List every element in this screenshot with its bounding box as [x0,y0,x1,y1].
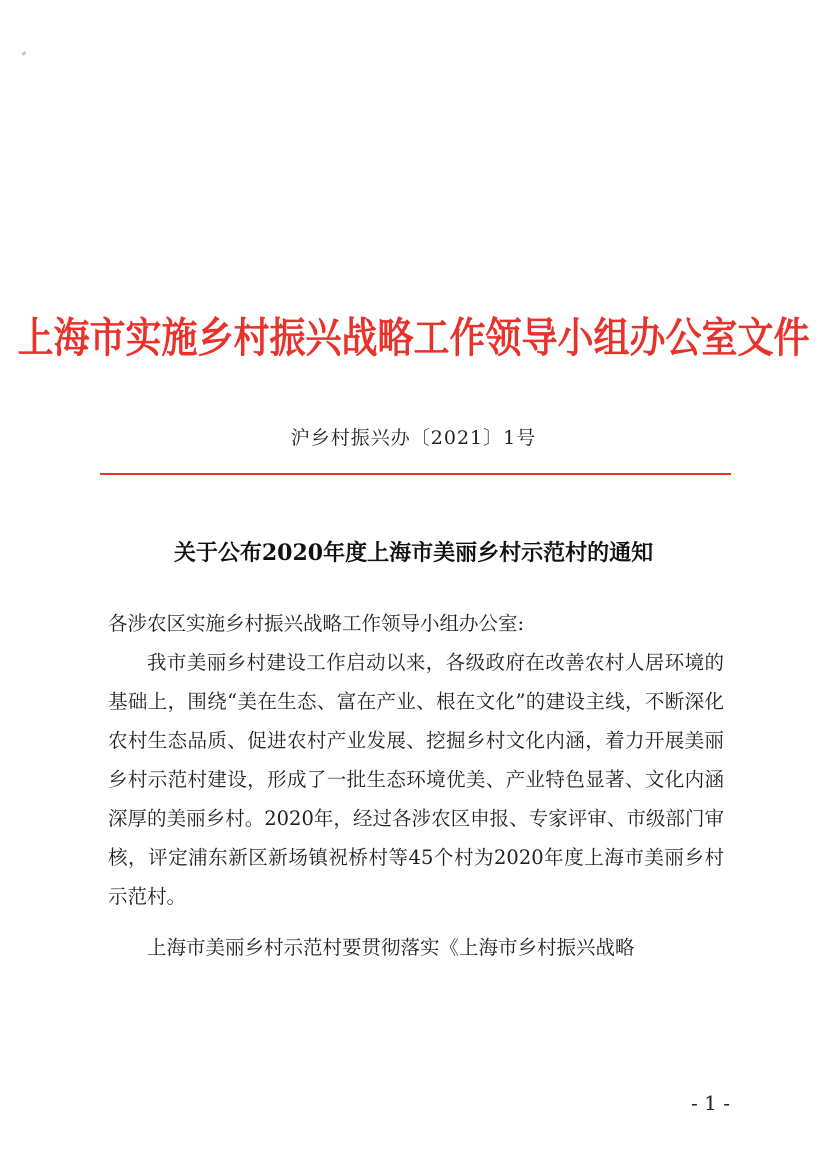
scan-artifact [22,51,27,56]
document-body [108,604,724,967]
page-number: - 1 - [691,1091,730,1115]
salutation: 各涉农区实施乡村振兴战略工作领导小组办公室: [108,612,525,635]
issuing-office-header: 上海市实施乡村振兴战略工作领导小组办公室文件 [17,313,810,363]
notice-title: 关于公布2020年度上海市美丽乡村示范村的通知 [173,540,654,566]
document-number: 沪乡村振兴办〔2021〕1号 [290,427,537,449]
body-paragraph-2: 上海市美丽乡村示范村要贯彻落实《上海市乡村振兴战略 [147,936,635,959]
red-divider-line [100,473,731,475]
body-paragraph-1: 我市美丽乡村建设工作启动以来，各级政府在改善农村人居环境的基础上，围绕“美在生态、富在产业、根在文化”的建设主线，不断深化农村生态品质、促进农村产业发展、挖掘乡村文化内涵，着力开展美丽乡村示范村建设，形成了一批生态环境优美、产业特色显著、文化内涵深厚的美丽乡村。2020年，经过各涉农区申报、专家评审、市级部门审核，评定浦东新区新场镇祝桥村等45个村为2020年度上海市美丽乡村示范村。 [108,651,724,908]
